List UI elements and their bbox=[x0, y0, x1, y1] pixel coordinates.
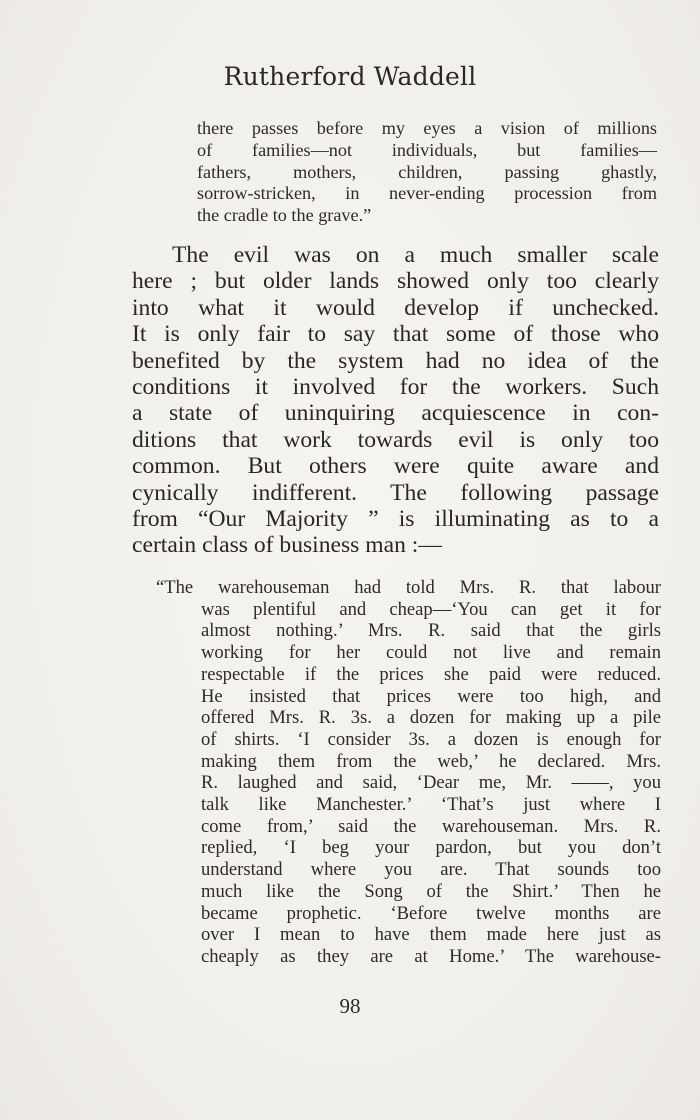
quote-line: of shirts. ‘I consider 3s. a dozen is enough for bbox=[201, 728, 661, 750]
paragraph-line: ditions that work towards evil is only too bbox=[132, 426, 659, 453]
block-quote-our-majority bbox=[156, 577, 661, 968]
quote-line: come from,’ said the warehouseman. Mrs. R. bbox=[201, 815, 661, 837]
quote-line: replied, ‘I beg your pardon, but you don’t bbox=[201, 837, 661, 859]
quote-line: He insisted that prices were too high, and bbox=[201, 685, 661, 707]
quote-line: much like the Song of the Shirt.’ Then he bbox=[201, 880, 661, 902]
block-quote-continued bbox=[197, 118, 657, 227]
paragraph-line: cynically indifferent. The following passage bbox=[132, 479, 659, 506]
quote-line: became prophetic. ‘Before twelve months are bbox=[201, 902, 661, 924]
quote-line: R. laughed and said, ‘Dear me, Mr. ——, you bbox=[201, 772, 661, 794]
paragraph-line: into what it would develop if unchecked. bbox=[132, 294, 659, 321]
quote-line: working for her could not live and remain bbox=[201, 642, 661, 664]
paragraph-line: a state of uninquiring acquiescence in con- bbox=[132, 400, 659, 427]
paragraph-line: here ; but older lands showed only too clearly bbox=[132, 268, 659, 295]
paragraph-line: conditions it involved for the workers. Such bbox=[132, 374, 659, 401]
quote-line: was plentiful and cheap—‘You can get it for bbox=[201, 598, 661, 620]
quote-line: making them from the web,’ he declared. Mrs. bbox=[201, 750, 661, 772]
paragraph-line: certain class of business man :— bbox=[132, 532, 442, 559]
paragraph-line: common. But others were quite aware and bbox=[132, 453, 659, 480]
quote-line: there passes before my eyes a vision of millions bbox=[197, 118, 657, 138]
running-head-title: Rutherford Waddell bbox=[223, 62, 477, 91]
quote-line: over I mean to have them made here just as bbox=[201, 924, 661, 946]
quote-line: of families—not individuals, but families— bbox=[197, 139, 657, 160]
paragraph-line: The evil was on a much smaller scale bbox=[172, 242, 659, 268]
paragraph-line: It is only fair to say that some of those who bbox=[132, 321, 659, 348]
quote-line: respectable if the prices she paid were reduced. bbox=[201, 663, 661, 685]
quote-line: understand where you are. That sounds too bbox=[201, 859, 661, 881]
quote-line: cheaply as they are at Home.’ The warehouse- bbox=[201, 945, 661, 967]
quote-line: talk like Manchester.’ ‘That’s just where I bbox=[201, 794, 661, 816]
quote-line: almost nothing.’ Mrs. R. said that the girls bbox=[201, 620, 661, 642]
quote-line: “The warehouseman had told Mrs. R. that labour bbox=[156, 577, 661, 598]
quote-line: sorrow-stricken, in never-ending procession from bbox=[197, 183, 657, 204]
quote-line: fathers, mothers, children, passing ghastly, bbox=[197, 161, 657, 182]
quote-line: the cradle to the grave.” bbox=[197, 205, 372, 226]
paragraph-line: benefited by the system had no idea of the bbox=[132, 347, 659, 374]
page-number: 98 bbox=[339, 994, 361, 1018]
quote-line: offered Mrs. R. 3s. a dozen for making up a pile bbox=[201, 707, 661, 729]
body-paragraph bbox=[132, 242, 659, 559]
paragraph-line: from “Our Majority ” is illuminating as to a bbox=[132, 506, 659, 533]
